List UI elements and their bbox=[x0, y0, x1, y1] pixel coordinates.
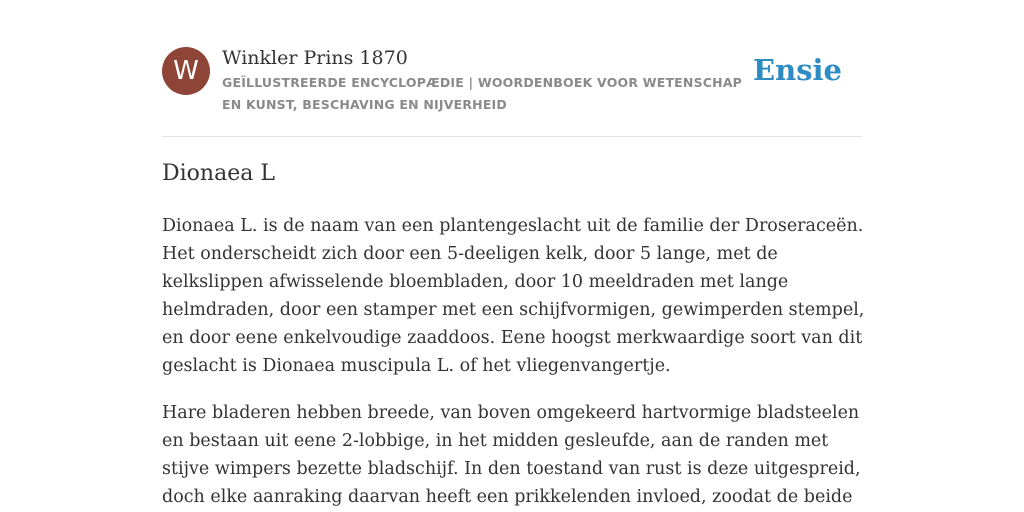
entry-paragraph: Hare bladeren hebben breede, van boven omgekeerd hartvormige bladsteelen en bestaan uit eene 2-lobbige, in het midden gesleufde, aan de randen met stijve wimpers bezette bladschijf. In den toestand van rust is deze uitgespreid, doch elke aanraking daarvan heeft een prikkelenden invloed, zoodat de beide bbox=[162, 403, 861, 507]
entry-title: Dionaea L bbox=[162, 161, 275, 186]
source-title[interactable]: Winkler Prins 1870 bbox=[222, 47, 408, 69]
entry-body bbox=[162, 212, 866, 512]
entry-paragraph: Dionaea L. is de naam van een plantengeslacht uit de familie der Droseraceën. Het onderscheidt zich door een 5-deeligen kelk, door 5 lange, met de kelkslippen afwisselende bloembladen, door 10 meeldraden met lange helmdraden, door een stamper met een schijfvormigen, gewimperden stempel, en door eene enkelvoudige zaaddoos. Eene hoogst merkwaardige soort van dit geslacht is Dionaea muscipula L. of het vliegenvangertje. bbox=[162, 216, 865, 376]
ensie-logo[interactable]: Ensie bbox=[753, 53, 842, 87]
source-avatar[interactable]: W bbox=[162, 47, 210, 95]
source-subtitle: GEÏLLUSTREERDE ENCYCLOPÆDIE | WOORDENBOEK VOOR WETENSCHAP EN KUNST, BESCHAVING EN NIJVERHEID bbox=[222, 75, 743, 112]
source-header bbox=[162, 46, 862, 137]
